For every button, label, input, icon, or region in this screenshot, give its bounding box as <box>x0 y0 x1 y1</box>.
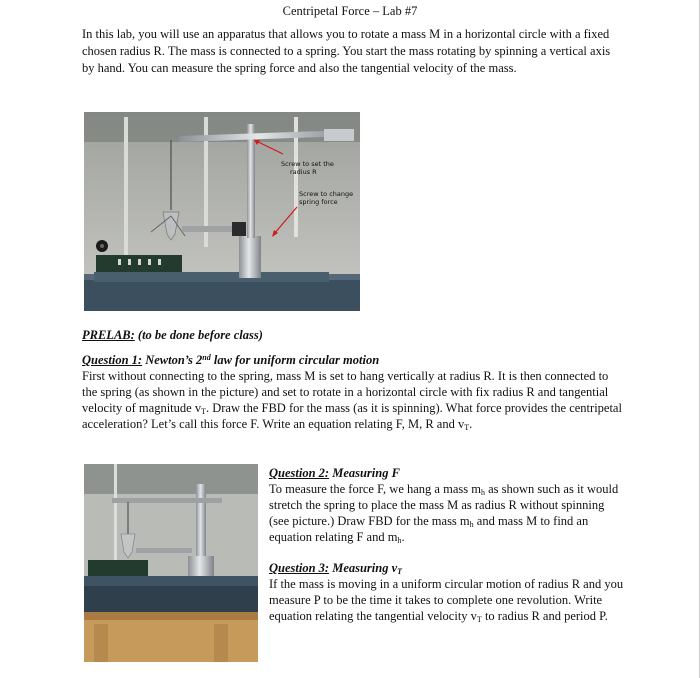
prelab-note: (to be done before class) <box>134 328 263 342</box>
q3-title: Question 3: Measuring $v_T$ <box>269 561 403 576</box>
q3-body: If the mass is moving in a uniform circular motion of radius R and you measure P to be the time it takes to complete one revolution. Write equation relating the tangential velocity $v_T$ to radius R and period P. <box>269 577 624 624</box>
q1-title: Question 1: Newton’s 2nd law for uniform circular motion <box>82 353 380 367</box>
hanging-mass-photo <box>84 464 258 662</box>
annotation-spring-line2: spring force <box>299 198 338 206</box>
question-2 <box>269 465 624 545</box>
q2-title: Question 2: Measuring F <box>269 466 400 480</box>
intro-paragraph: In this lab, you will use an apparatus that allows you to rotate a mass M in a horizontal circle with a fixed chosen radius R. The mass is connected to a spring. You start the mass rotating by spinning a vertical axis by hand. You can measure the spring force and also the tangential velocity of the mass. <box>82 27 611 75</box>
question-3 <box>269 560 624 624</box>
prelab-label: PRELAB: <box>82 328 135 342</box>
annotation-spring-line1: Screw to change <box>299 190 354 198</box>
q1-body: First without connecting to the spring, mass M is set to hang vertically at radius R. It is then connected to the spring (as shown in the picture) and set to rotate in a horizontal circle with fix radius R and tangential velocity of magnitude $v_T$. Draw the FBD for the mass (as it is spinning). What force provides the centripetal acceleration? Let’s call this force F. Write an equation relating F, M, R and $v_T$. <box>82 369 622 432</box>
annotation-radius-line1: Screw to set the <box>281 160 334 168</box>
page-header: Centripetal Force – Lab #7 <box>282 4 418 18</box>
q2-body: To measure the force F, we hang a mass $m_h$ as shown such as it would stretch the spring to place the mass M as radius R without spinning (see picture.) Draw FBD for the mass $m_h$ and mass M to find an equation relating F and $m_h$. <box>269 482 619 545</box>
question-1 <box>82 352 622 432</box>
apparatus-photo <box>84 112 360 311</box>
annotation-radius-line2: radius R <box>290 168 317 176</box>
prelab-heading <box>82 327 622 343</box>
